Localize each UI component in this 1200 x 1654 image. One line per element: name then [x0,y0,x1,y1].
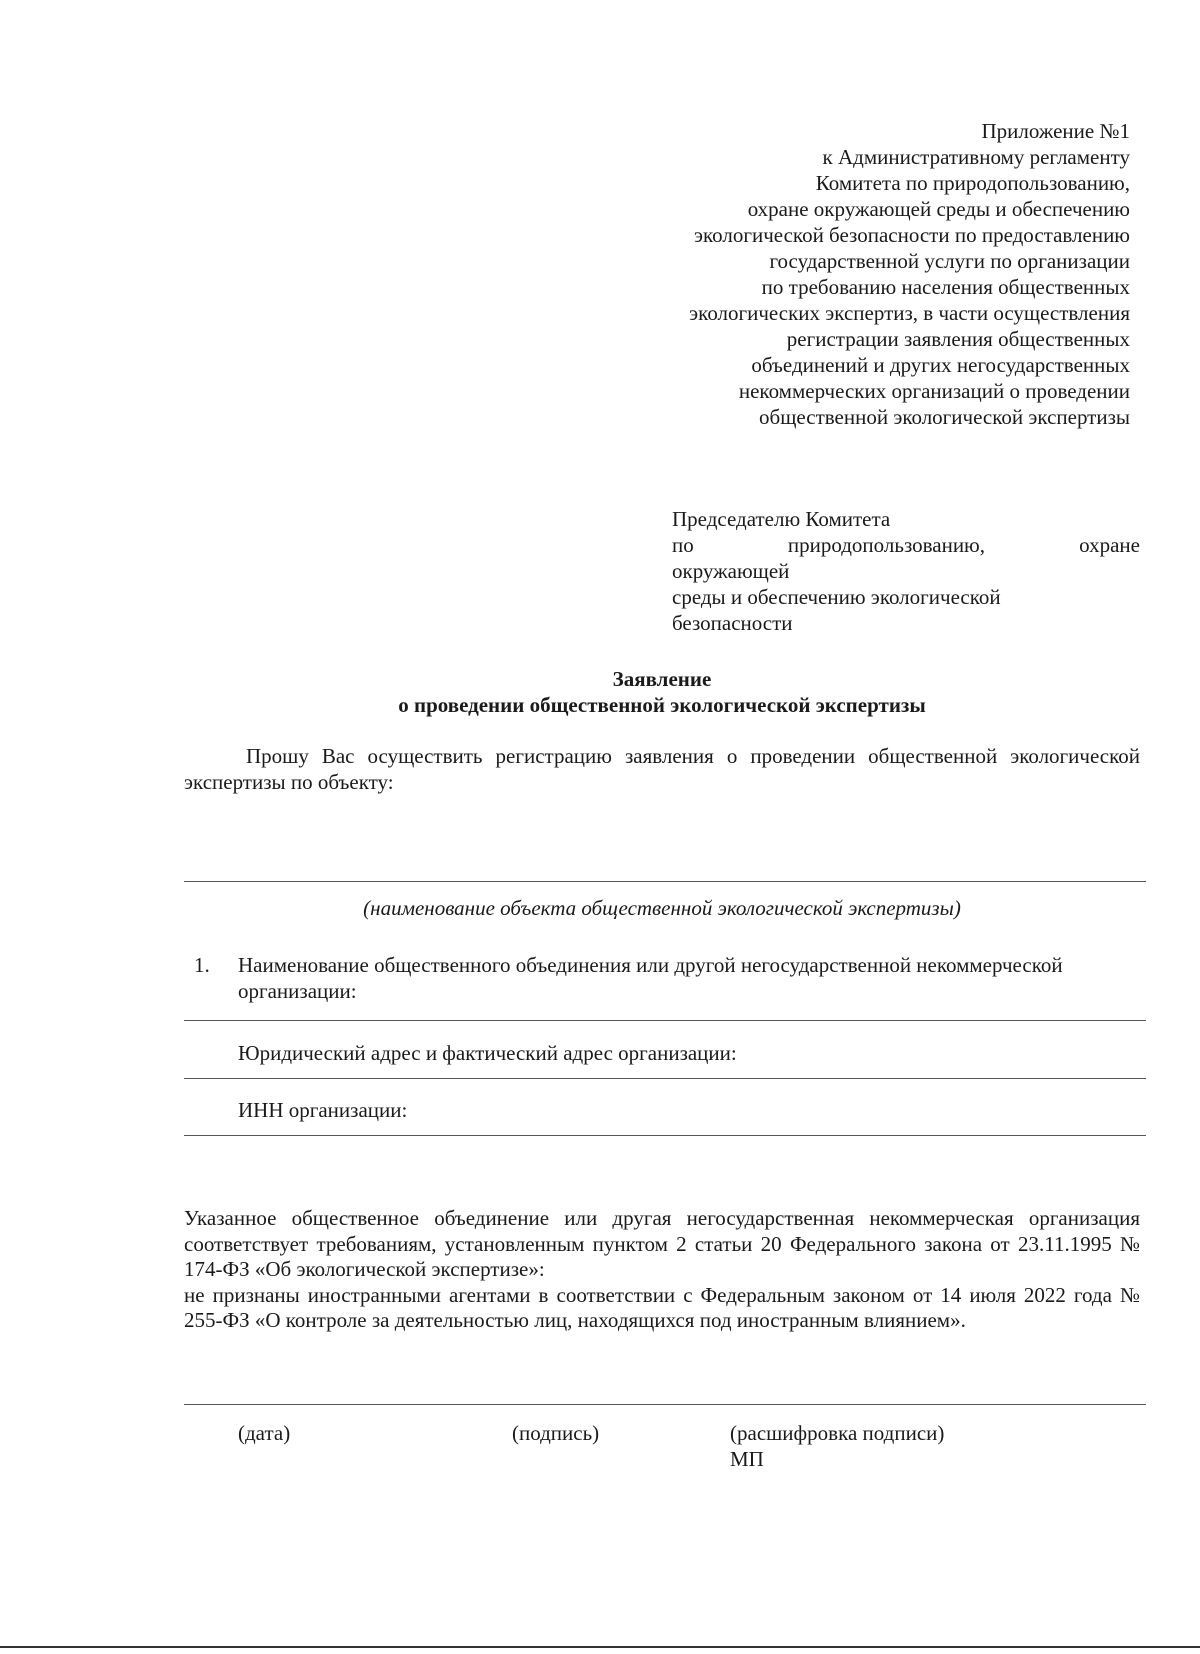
appendix-line: охране окружающей среды и обеспечению [747,197,1130,221]
document-title [184,666,1140,718]
appendix-line: государственной услуги по организации [769,249,1130,273]
appendix-line: экологических экспертиз, в части осуществления [689,301,1130,325]
title-line-2: о проведении общественной экологической экспертизы [398,693,926,717]
appendix-line: регистрации заявления общественных [786,327,1130,351]
address-label: Юридический адрес и фактический адрес организации: [238,1041,737,1065]
item-number: 1. [194,953,210,977]
addressee-line: Председателю Комитета [672,507,891,531]
appendix-line: по требованию населения общественных [761,275,1130,299]
appendix-line: Комитета по природопользованию, [815,171,1130,195]
inn-line [184,1135,1146,1136]
addressee-block [672,506,1140,636]
addressee-word: по [672,533,694,557]
scan-edge-line [0,1646,1200,1648]
intro-paragraph: Прошу Вас осуществить регистрацию заявления о проведении общественной экологической экспертизы по объекту: [184,744,1140,794]
inn-label: ИНН организации: [238,1098,408,1122]
title-line-1: Заявление [612,667,712,691]
addressee-line: среды и обеспечению экологической [672,585,1001,609]
appendix-header [560,118,1130,430]
appendix-line: Приложение №1 [981,119,1130,143]
object-caption: (наименование объекта общественной экологической экспертизы) [363,896,961,920]
statement-block [184,1206,1140,1334]
signature-decoding-label: (расшифровка подписи) [730,1421,945,1445]
addressee-word: природопользованию, [787,533,985,557]
appendix-line: некоммерческих организаций о проведении [738,379,1130,403]
signature-line [184,1404,1146,1405]
object-name-line [184,881,1146,882]
date-label: (дата) [238,1421,291,1445]
item-text: Наименование общественного объединения или другой негосударственной некоммерческой организации: [238,953,1063,1003]
stamp-label: МП [730,1447,764,1471]
appendix-line: общественной экологической экспертизы [759,405,1130,429]
addressee-word: охране [1079,533,1140,557]
addressee-line-justified [672,532,1140,558]
statement-paragraph-1: Указанное общественное объединение или другая негосударственная некоммерческая организация соответствует требованиям, установленным пунктом 2 статьи 20 Федерального закона от 23.11.1995 № 174-ФЗ «Об экологической экспертизе»: [184,1206,1140,1281]
addressee-line: окружающей [672,559,790,583]
appendix-line: экологической безопасности по предоставлению [694,223,1130,247]
addressee-line: безопасности [672,611,793,635]
address-line [184,1078,1146,1079]
statement-paragraph-2: не признаны иностранными агентами в соответствии с Федеральным законом от 14 июля 2022 года № 255-ФЗ «О контроле за деятельностью лиц, находящихся под иностранным влиянием». [184,1282,1140,1332]
appendix-line: к Административному регламенту [822,145,1130,169]
organization-name-line [184,1020,1146,1021]
appendix-line: объединений и других негосударственных [751,353,1130,377]
signature-label: (подпись) [512,1421,600,1445]
